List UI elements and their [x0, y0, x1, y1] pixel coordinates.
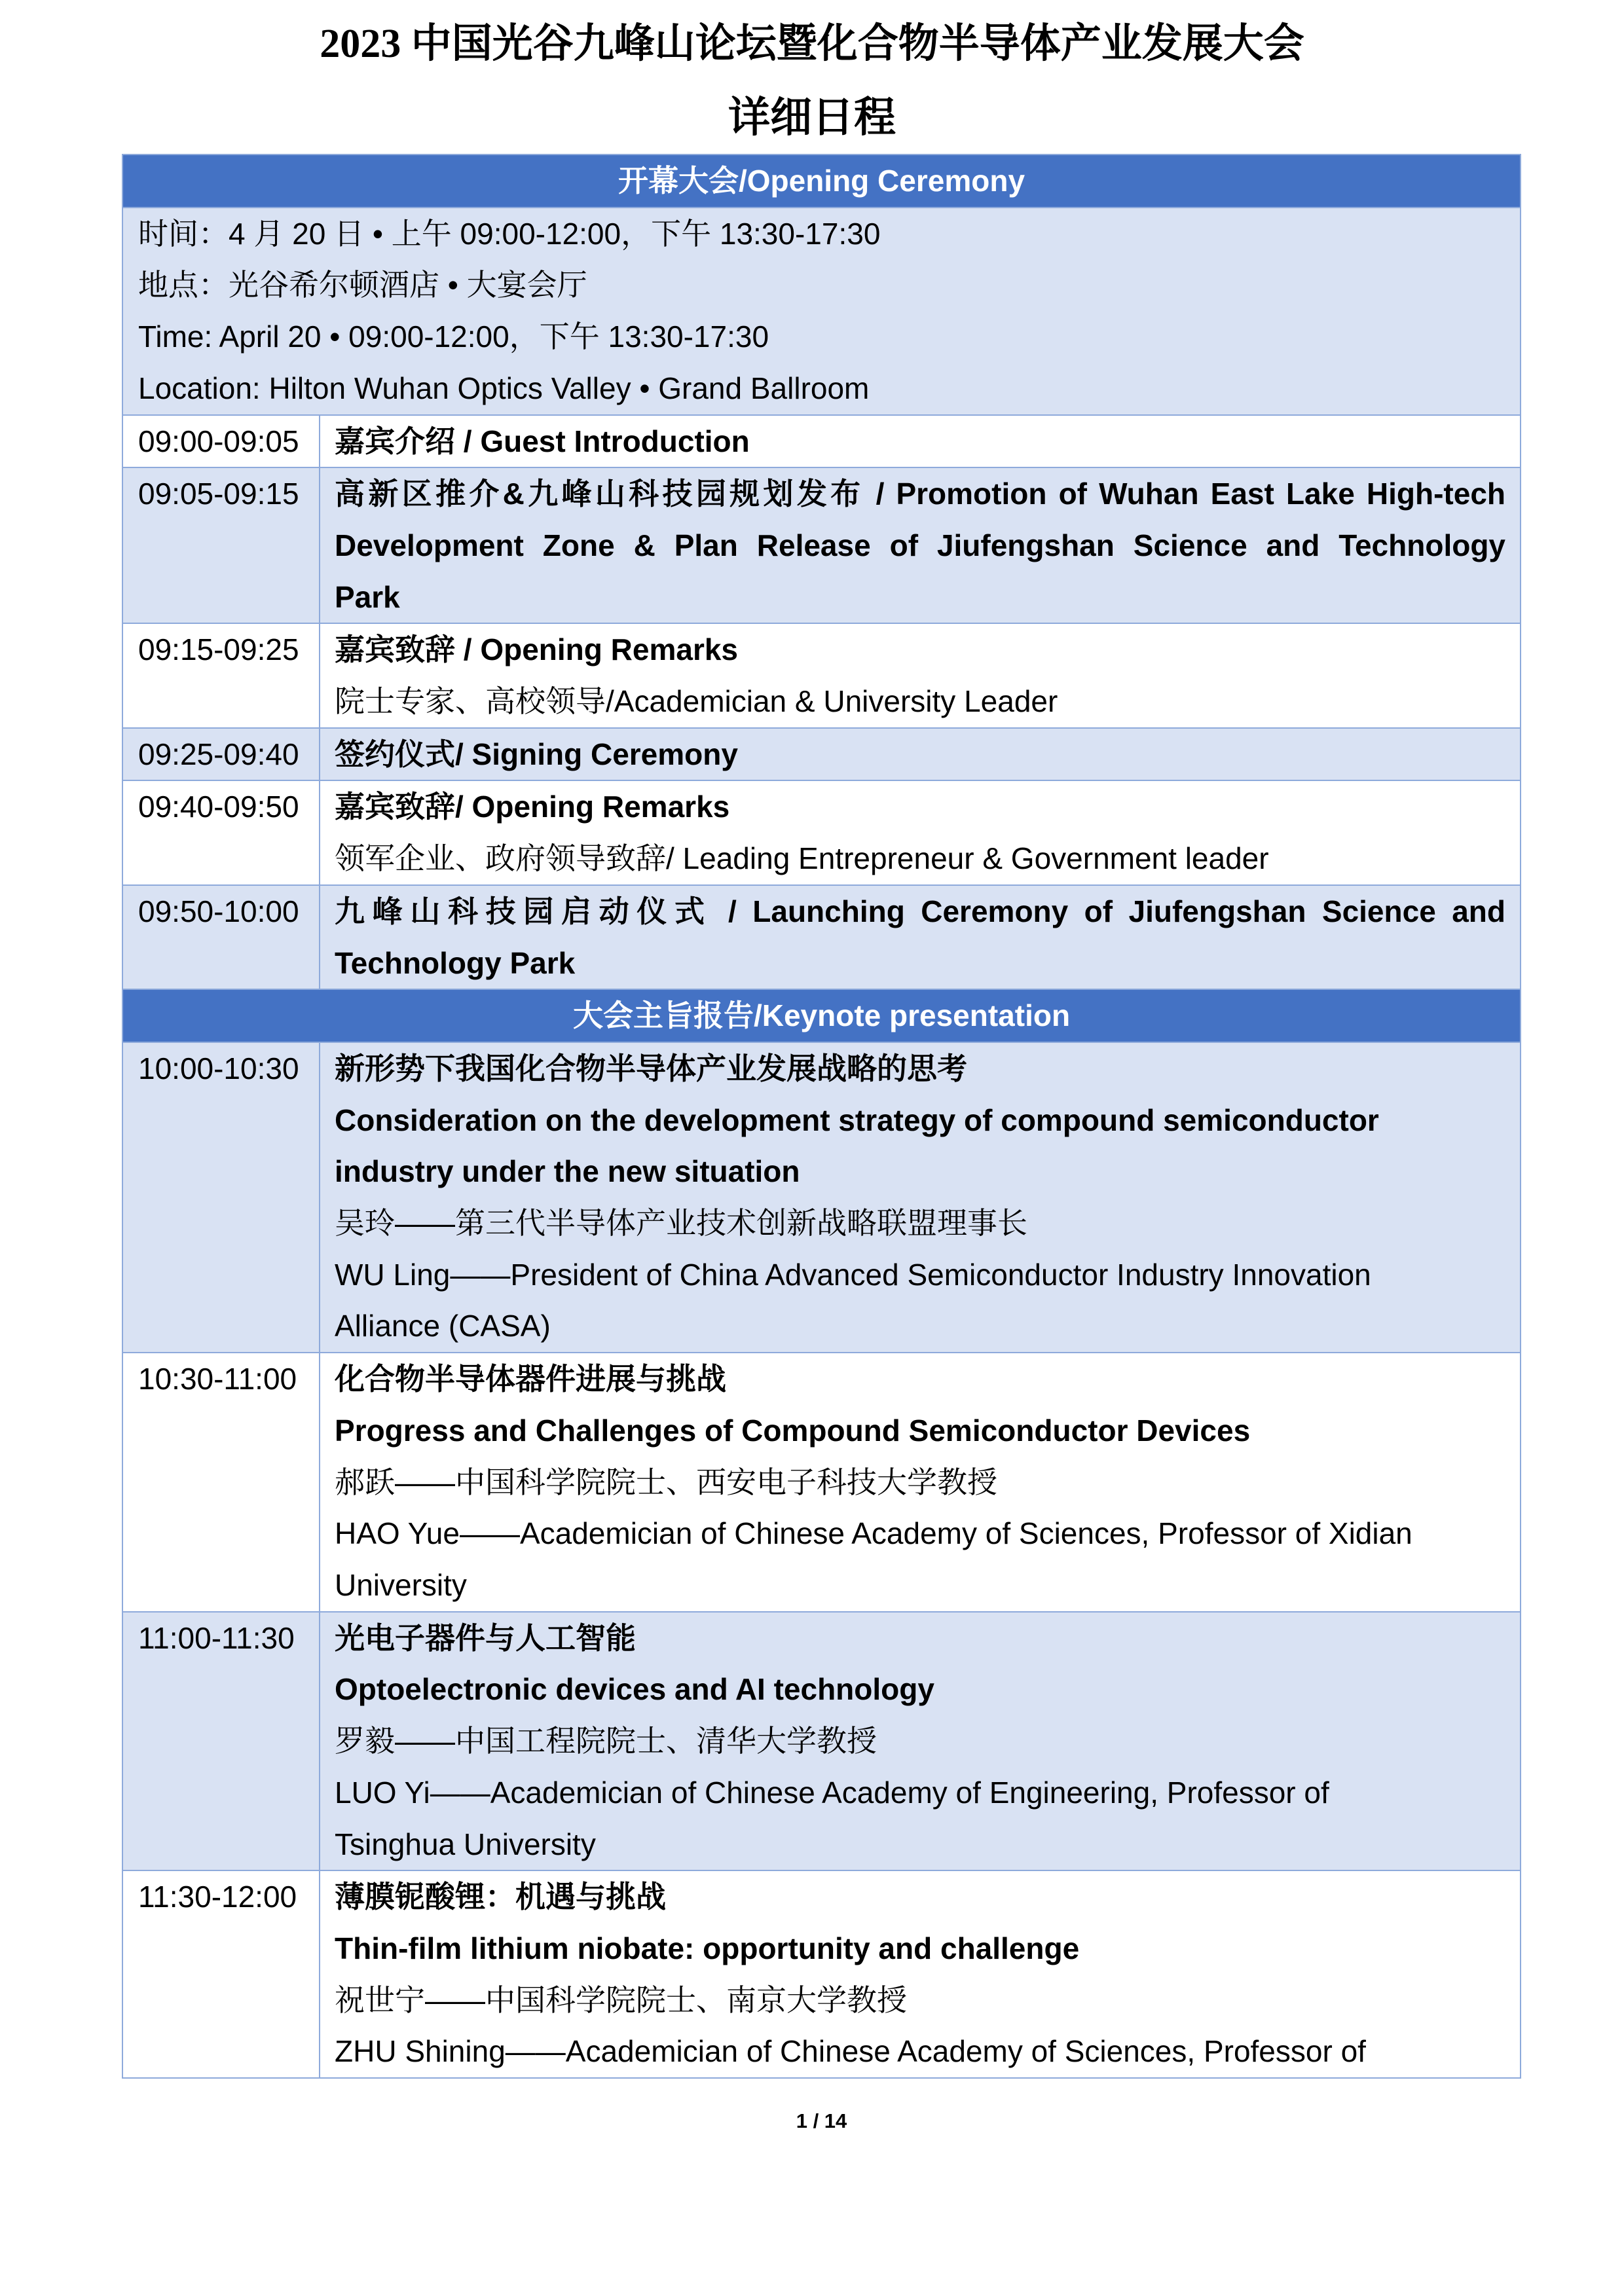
session-title: 高新区推介&九峰山科技园规划发布 / Promotion of Wuhan East Lake High-tech [335, 477, 1505, 511]
talk-title-zh: 薄膜铌酸锂：机遇与挑战 [335, 1880, 666, 1914]
document-subtitle: 详细日程 [728, 94, 896, 141]
talk-title-zh: 光电子器件与人工智能 [335, 1620, 636, 1655]
session-content [320, 729, 1520, 780]
opening-info-row [123, 207, 1520, 414]
session-time: 09:00-09:05 [123, 416, 320, 467]
session-content [320, 624, 1520, 727]
section-header-label: 大会主旨报告/Keynote presentation [572, 998, 1071, 1033]
info-time-en: Time: April 20 • 09:00-12:00，下午 13:30-17:30 [138, 319, 769, 354]
section-header-keynote [123, 989, 1520, 1042]
speaker-en: University [335, 1567, 467, 1602]
speaker-en: Tsinghua University [335, 1827, 596, 1861]
info-time-zh: 时间：4 月 20 日 • 上午 09:00-12:00，下午 13:30-17:30 [138, 216, 881, 251]
speaker-en: HAO Yue——Academician of Chinese Academy of Sciences, Professor of Xidian [335, 1516, 1412, 1551]
talk-title-zh: 新形势下我国化合物半导体产业发展战略的思考 [335, 1051, 967, 1085]
session-title: 签约仪式/ Signing Ceremony [335, 737, 738, 771]
session-description: 领军企业、政府领导致辞/ Leading Entrepreneur & Government leader [335, 841, 1269, 876]
keynote-row [123, 1352, 1520, 1611]
session-title: 嘉宾介绍 / Guest Introduction [335, 424, 750, 458]
session-title: 嘉宾致辞 / Opening Remarks [335, 632, 739, 667]
talk-content [320, 1871, 1520, 2077]
talk-content [320, 1043, 1520, 1352]
session-row [123, 414, 1520, 467]
session-row [123, 623, 1520, 727]
session-title: Park [335, 579, 400, 614]
session-row [123, 884, 1520, 989]
session-title: 嘉宾致辞/ Opening Remarks [335, 790, 730, 824]
talk-title-zh: 化合物半导体器件进展与挑战 [335, 1362, 726, 1396]
session-content [320, 468, 1520, 623]
speaker-zh: 罗毅——中国工程院院士、清华大学教授 [335, 1724, 877, 1758]
opening-info [123, 208, 1520, 414]
section-header-label: 开幕大会/Opening Ceremony [618, 164, 1025, 198]
talk-title-en: Progress and Challenges of Compound Semiconductor Devices [335, 1413, 1251, 1448]
talk-content [320, 1613, 1520, 1870]
talk-time: 10:30-11:00 [123, 1353, 320, 1611]
session-title: Development Zone & Plan Release of Jiufengshan Science and Technology [335, 528, 1505, 562]
session-time: 09:05-09:15 [123, 468, 320, 623]
keynote-row [123, 1870, 1520, 2077]
speaker-zh: 祝世宁——中国科学院院士、南京大学教授 [335, 1982, 907, 2017]
session-content [320, 886, 1520, 989]
session-title: 九峰山科技园启动仪式 / Launching Ceremony of Jiufengshan Science and [335, 894, 1505, 928]
talk-content [320, 1353, 1520, 1611]
session-row [123, 780, 1520, 884]
talk-title-en: Optoelectronic devices and AI technology [335, 1672, 934, 1707]
speaker-en: ZHU Shining——Academician of Chinese Academy of Sciences, Professor of [335, 2034, 1366, 2069]
schedule-table [122, 154, 1521, 2079]
talk-time: 11:00-11:30 [123, 1613, 320, 1870]
section-header-opening [123, 155, 1520, 207]
keynote-row [123, 1042, 1520, 1352]
session-title: Technology Park [335, 945, 576, 980]
session-row [123, 467, 1520, 623]
session-content [320, 781, 1520, 884]
session-row [123, 727, 1520, 780]
session-time: 09:25-09:40 [123, 729, 320, 780]
speaker-en: Alliance (CASA) [335, 1309, 551, 1343]
speaker-en: WU Ling——President of China Advanced Semiconductor Industry Innovation [335, 1257, 1371, 1292]
session-time: 09:40-09:50 [123, 781, 320, 884]
talk-title-en: Consideration on the development strategy of compound semiconductor [335, 1102, 1379, 1137]
talk-title-en: Thin-film lithium niobate: opportunity and challenge [335, 1931, 1080, 1965]
talk-time: 10:00-10:30 [123, 1043, 320, 1352]
page-number: 1 / 14 [796, 2109, 847, 2132]
speaker-zh: 郝跃——中国科学院院士、西安电子科技大学教授 [335, 1465, 997, 1499]
speaker-en: LUO Yi——Academician of Chinese Academy of Engineering, Professor of [335, 1775, 1329, 1810]
session-time: 09:15-09:25 [123, 624, 320, 727]
info-location-en: Location: Hilton Wuhan Optics Valley • Grand Ballroom [138, 371, 870, 405]
session-description: 院士专家、高校领导/Academician & University Leader [335, 684, 1058, 719]
session-time: 09:50-10:00 [123, 886, 320, 989]
talk-title-en: industry under the new situation [335, 1154, 800, 1189]
info-location-zh: 地点：光谷希尔顿酒店 • 大宴会厅 [138, 268, 587, 302]
talk-time: 11:30-12:00 [123, 1871, 320, 2077]
speaker-zh: 吴玲——第三代半导体产业技术创新战略联盟理事长 [335, 1206, 1027, 1241]
document-title: 2023 中国光谷九峰山论坛暨化合物半导体产业发展大会 [320, 22, 1304, 66]
keynote-row [123, 1611, 1520, 1870]
session-content [320, 416, 1520, 467]
